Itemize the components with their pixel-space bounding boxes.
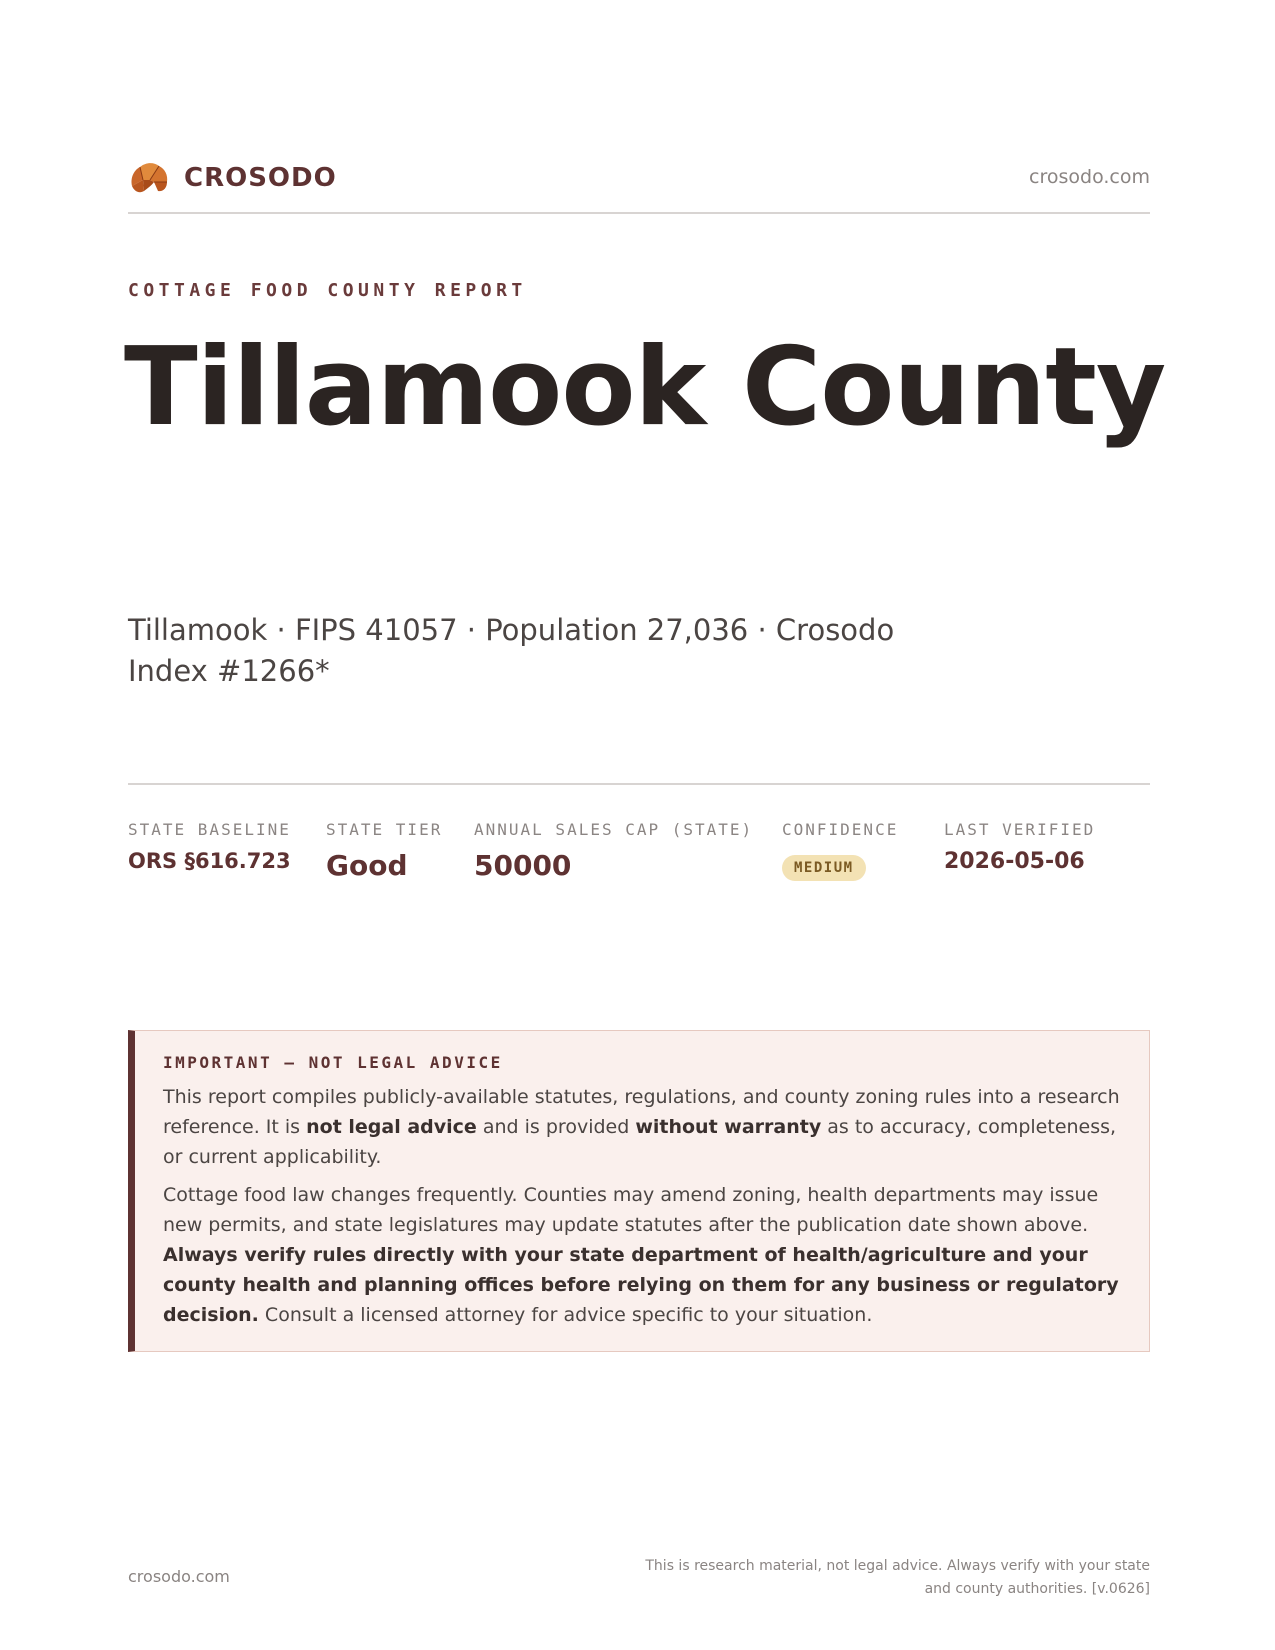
page-header xyxy=(128,158,1150,210)
report-kicker: COTTAGE FOOD COUNTY REPORT xyxy=(128,280,527,301)
notice-text: and is provided xyxy=(476,1116,636,1138)
notice-emphasis: without warranty xyxy=(635,1116,822,1138)
notice-emphasis: Always verify rules directly with your state department of health/agriculture and your county health and planning offices before relying on them for any business or regulatory decision. xyxy=(163,1244,1119,1326)
stat-label: CONFIDENCE xyxy=(782,820,899,839)
report-page xyxy=(124,0,1166,1650)
brand-name: CROSODO xyxy=(184,163,337,193)
stat-label: STATE BASELINE xyxy=(128,820,291,839)
notice-text: as to accuracy, completeness, or current applicability. xyxy=(163,1116,1117,1168)
county-summary: Tillamook · FIPS 41057 · Population 27,036 · Crosodo Index #1266* xyxy=(128,613,895,688)
stat-value: ORS §616.723 xyxy=(128,849,291,873)
header-divider xyxy=(128,212,1150,214)
notice-text: Cottage food law changes frequently. Counties may amend zoning, health departments may issue new permits, and state legislatures may update statutes after the publication date shown above. xyxy=(163,1184,1099,1236)
brand[interactable] xyxy=(128,158,337,198)
confidence-badge: MEDIUM xyxy=(782,855,866,881)
site-url-link[interactable]: crosodo.com xyxy=(1029,166,1150,188)
stat-label: ANNUAL SALES CAP (STATE) xyxy=(474,820,754,839)
stat-label: STATE TIER xyxy=(326,820,443,839)
notice-text: Consult a licensed attorney for advice specific to your situation. xyxy=(258,1304,873,1326)
croissant-icon xyxy=(128,158,170,198)
notice-paragraph-1 xyxy=(163,1082,1123,1172)
stats-divider xyxy=(128,783,1150,785)
page-title: Tillamook County xyxy=(124,325,1166,450)
footer-site-url[interactable]: crosodo.com xyxy=(128,1567,230,1586)
stat-state-tier xyxy=(326,820,442,882)
footer-disclaimer: This is research material, not legal advice. Always verify with your state and county authorities. [v.0626] xyxy=(645,1558,1150,1597)
stats-row xyxy=(128,820,1150,890)
notice-title: IMPORTANT — NOT LEGAL ADVICE xyxy=(163,1053,503,1072)
stat-last-verified xyxy=(944,820,1095,874)
stat-value: Good xyxy=(326,849,408,882)
notice-paragraph-2 xyxy=(163,1180,1123,1330)
stat-confidence xyxy=(782,820,898,881)
stat-state-baseline xyxy=(128,820,291,873)
stat-value: 50000 xyxy=(474,849,572,882)
stat-value: 2026-05-06 xyxy=(944,849,1085,874)
legal-notice xyxy=(128,1030,1150,1352)
stat-annual-sales-cap xyxy=(474,820,753,882)
stat-label: LAST VERIFIED xyxy=(944,820,1096,839)
notice-emphasis: not legal advice xyxy=(306,1116,477,1138)
notice-text: This report compiles publicly-available statutes, regulations, and county zoning rules into a research reference. It is xyxy=(163,1086,1120,1138)
